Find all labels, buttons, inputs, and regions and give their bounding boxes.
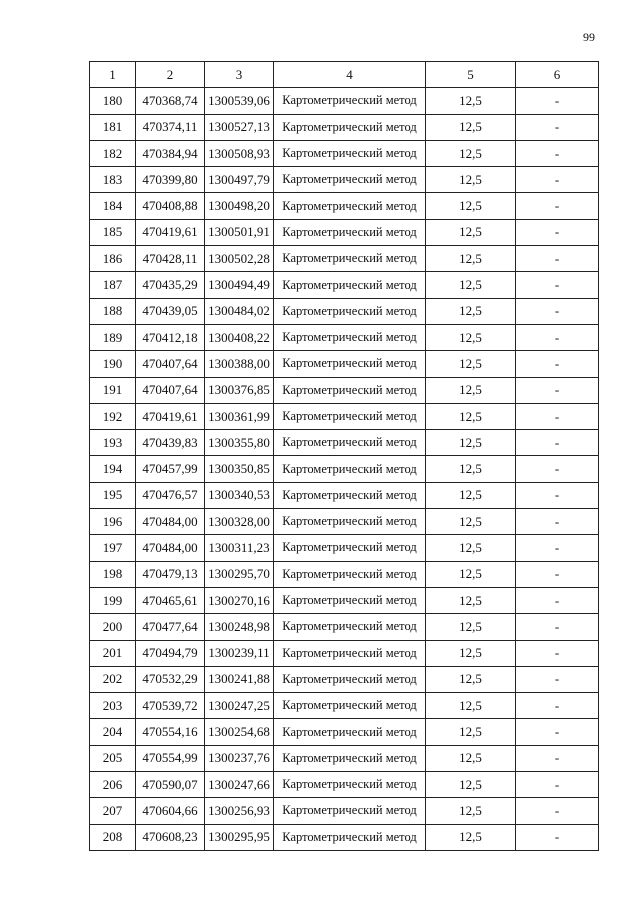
cell-note: - [516, 719, 599, 745]
cell-accuracy: 12,5 [426, 587, 516, 613]
table-row [90, 272, 599, 298]
cell-point-number: 193 [90, 430, 136, 456]
cell-method: Картометрический метод [274, 798, 426, 824]
cell-coordinate-y: 1300270,16 [205, 587, 274, 613]
cell-accuracy: 12,5 [426, 272, 516, 298]
cell-coordinate-y: 1300388,00 [205, 351, 274, 377]
cell-coordinate-x: 470374,11 [136, 114, 205, 140]
cell-point-number: 182 [90, 140, 136, 166]
cell-point-number: 192 [90, 403, 136, 429]
cell-point-number: 186 [90, 246, 136, 272]
table-row [90, 403, 599, 429]
cell-accuracy: 12,5 [426, 219, 516, 245]
cell-coordinate-y: 1300256,93 [205, 798, 274, 824]
cell-note: - [516, 88, 599, 114]
cell-note: - [516, 167, 599, 193]
cell-note: - [516, 772, 599, 798]
cell-method: Картометрический метод [274, 509, 426, 535]
table-row [90, 640, 599, 666]
cell-accuracy: 12,5 [426, 298, 516, 324]
cell-accuracy: 12,5 [426, 798, 516, 824]
cell-method: Картометрический метод [274, 587, 426, 613]
cell-coordinate-x: 470419,61 [136, 403, 205, 429]
cell-point-number: 206 [90, 772, 136, 798]
cell-note: - [516, 509, 599, 535]
table-row [90, 535, 599, 561]
cell-coordinate-x: 470590,07 [136, 772, 205, 798]
cell-coordinate-y: 1300241,88 [205, 666, 274, 692]
cell-accuracy: 12,5 [426, 640, 516, 666]
cell-accuracy: 12,5 [426, 614, 516, 640]
cell-coordinate-x: 470532,29 [136, 666, 205, 692]
column-header: 4 [274, 62, 426, 88]
table-row [90, 377, 599, 403]
cell-coordinate-x: 470399,80 [136, 167, 205, 193]
cell-note: - [516, 587, 599, 613]
cell-accuracy: 12,5 [426, 140, 516, 166]
cell-point-number: 205 [90, 745, 136, 771]
cell-method: Картометрический метод [274, 745, 426, 771]
cell-method: Картометрический метод [274, 272, 426, 298]
column-header: 1 [90, 62, 136, 88]
cell-note: - [516, 798, 599, 824]
cell-method: Картометрический метод [274, 824, 426, 850]
cell-coordinate-y: 1300311,23 [205, 535, 274, 561]
table-row [90, 798, 599, 824]
cell-coordinate-x: 470407,64 [136, 351, 205, 377]
cell-method: Картометрический метод [274, 377, 426, 403]
cell-coordinate-x: 470554,16 [136, 719, 205, 745]
table-row [90, 193, 599, 219]
page-number: 99 [583, 30, 595, 44]
cell-coordinate-x: 470428,11 [136, 246, 205, 272]
table-row [90, 693, 599, 719]
cell-accuracy: 12,5 [426, 167, 516, 193]
cell-method: Картометрический метод [274, 403, 426, 429]
cell-accuracy: 12,5 [426, 193, 516, 219]
table-row [90, 824, 599, 850]
cell-point-number: 199 [90, 587, 136, 613]
cell-coordinate-y: 1300295,95 [205, 824, 274, 850]
cell-point-number: 184 [90, 193, 136, 219]
table-row [90, 351, 599, 377]
cell-point-number: 208 [90, 824, 136, 850]
cell-method: Картометрический метод [274, 219, 426, 245]
table-row [90, 666, 599, 692]
cell-note: - [516, 693, 599, 719]
cell-point-number: 189 [90, 324, 136, 350]
cell-method: Картометрический метод [274, 246, 426, 272]
cell-method: Картометрический метод [274, 614, 426, 640]
cell-accuracy: 12,5 [426, 745, 516, 771]
table-row [90, 509, 599, 535]
table-row [90, 324, 599, 350]
cell-point-number: 202 [90, 666, 136, 692]
cell-coordinate-x: 470384,94 [136, 140, 205, 166]
cell-note: - [516, 246, 599, 272]
cell-coordinate-y: 1300340,53 [205, 482, 274, 508]
cell-method: Картометрический метод [274, 640, 426, 666]
cell-point-number: 195 [90, 482, 136, 508]
cell-accuracy: 12,5 [426, 824, 516, 850]
cell-note: - [516, 193, 599, 219]
cell-accuracy: 12,5 [426, 693, 516, 719]
coordinates-table [89, 61, 599, 851]
cell-method: Картометрический метод [274, 88, 426, 114]
cell-note: - [516, 272, 599, 298]
cell-coordinate-y: 1300239,11 [205, 640, 274, 666]
cell-note: - [516, 561, 599, 587]
cell-point-number: 191 [90, 377, 136, 403]
cell-note: - [516, 351, 599, 377]
cell-point-number: 196 [90, 509, 136, 535]
cell-accuracy: 12,5 [426, 430, 516, 456]
cell-note: - [516, 824, 599, 850]
cell-accuracy: 12,5 [426, 351, 516, 377]
cell-coordinate-y: 1300350,85 [205, 456, 274, 482]
cell-method: Картометрический метод [274, 298, 426, 324]
cell-point-number: 188 [90, 298, 136, 324]
cell-method: Картометрический метод [274, 693, 426, 719]
cell-coordinate-y: 1300295,70 [205, 561, 274, 587]
cell-method: Картометрический метод [274, 456, 426, 482]
cell-point-number: 194 [90, 456, 136, 482]
cell-note: - [516, 666, 599, 692]
cell-note: - [516, 614, 599, 640]
cell-note: - [516, 403, 599, 429]
cell-method: Картометрический метод [274, 719, 426, 745]
table-row [90, 561, 599, 587]
cell-coordinate-y: 1300248,98 [205, 614, 274, 640]
table-row [90, 219, 599, 245]
cell-coordinate-x: 470554,99 [136, 745, 205, 771]
cell-method: Картометрический метод [274, 482, 426, 508]
cell-point-number: 187 [90, 272, 136, 298]
table-row [90, 614, 599, 640]
cell-note: - [516, 456, 599, 482]
cell-point-number: 204 [90, 719, 136, 745]
table-row [90, 745, 599, 771]
cell-accuracy: 12,5 [426, 772, 516, 798]
cell-coordinate-x: 470457,99 [136, 456, 205, 482]
table-row [90, 482, 599, 508]
cell-coordinate-x: 470604,66 [136, 798, 205, 824]
cell-coordinate-x: 470608,23 [136, 824, 205, 850]
cell-point-number: 183 [90, 167, 136, 193]
cell-coordinate-x: 470484,00 [136, 509, 205, 535]
cell-note: - [516, 377, 599, 403]
cell-method: Картометрический метод [274, 114, 426, 140]
cell-note: - [516, 745, 599, 771]
cell-accuracy: 12,5 [426, 324, 516, 350]
cell-coordinate-x: 470412,18 [136, 324, 205, 350]
cell-method: Картометрический метод [274, 535, 426, 561]
table-row [90, 140, 599, 166]
cell-accuracy: 12,5 [426, 666, 516, 692]
cell-point-number: 185 [90, 219, 136, 245]
cell-coordinate-x: 470484,00 [136, 535, 205, 561]
cell-method: Картометрический метод [274, 430, 426, 456]
cell-coordinate-y: 1300539,06 [205, 88, 274, 114]
cell-coordinate-y: 1300237,76 [205, 745, 274, 771]
cell-point-number: 201 [90, 640, 136, 666]
table-row [90, 114, 599, 140]
table-row [90, 719, 599, 745]
cell-point-number: 181 [90, 114, 136, 140]
cell-method: Картометрический метод [274, 666, 426, 692]
cell-coordinate-y: 1300494,49 [205, 272, 274, 298]
cell-point-number: 207 [90, 798, 136, 824]
cell-note: - [516, 535, 599, 561]
cell-method: Картометрический метод [274, 351, 426, 377]
cell-point-number: 180 [90, 88, 136, 114]
cell-accuracy: 12,5 [426, 456, 516, 482]
cell-point-number: 190 [90, 351, 136, 377]
cell-accuracy: 12,5 [426, 88, 516, 114]
cell-note: - [516, 219, 599, 245]
cell-coordinate-x: 470465,61 [136, 587, 205, 613]
cell-note: - [516, 140, 599, 166]
cell-coordinate-y: 1300328,00 [205, 509, 274, 535]
cell-coordinate-y: 1300501,91 [205, 219, 274, 245]
cell-coordinate-y: 1300502,28 [205, 246, 274, 272]
cell-accuracy: 12,5 [426, 509, 516, 535]
table-body [90, 88, 599, 851]
cell-coordinate-y: 1300355,80 [205, 430, 274, 456]
cell-coordinate-x: 470419,61 [136, 219, 205, 245]
cell-accuracy: 12,5 [426, 482, 516, 508]
cell-accuracy: 12,5 [426, 246, 516, 272]
cell-accuracy: 12,5 [426, 403, 516, 429]
cell-coordinate-y: 1300508,93 [205, 140, 274, 166]
cell-accuracy: 12,5 [426, 114, 516, 140]
table-row [90, 298, 599, 324]
table-header-row [90, 62, 599, 88]
cell-coordinate-x: 470439,05 [136, 298, 205, 324]
column-header: 6 [516, 62, 599, 88]
cell-note: - [516, 324, 599, 350]
cell-coordinate-y: 1300408,22 [205, 324, 274, 350]
cell-coordinate-x: 470435,29 [136, 272, 205, 298]
cell-point-number: 197 [90, 535, 136, 561]
cell-coordinate-x: 470539,72 [136, 693, 205, 719]
cell-coordinate-y: 1300484,02 [205, 298, 274, 324]
cell-point-number: 203 [90, 693, 136, 719]
cell-coordinate-x: 470494,79 [136, 640, 205, 666]
cell-point-number: 200 [90, 614, 136, 640]
cell-coordinate-y: 1300376,85 [205, 377, 274, 403]
cell-coordinate-x: 470476,57 [136, 482, 205, 508]
cell-note: - [516, 482, 599, 508]
cell-coordinate-x: 470408,88 [136, 193, 205, 219]
cell-coordinate-y: 1300247,66 [205, 772, 274, 798]
cell-coordinate-y: 1300497,79 [205, 167, 274, 193]
table-row [90, 456, 599, 482]
table-row [90, 88, 599, 114]
cell-note: - [516, 298, 599, 324]
cell-coordinate-y: 1300247,25 [205, 693, 274, 719]
cell-coordinate-x: 470479,13 [136, 561, 205, 587]
cell-coordinate-x: 470477,64 [136, 614, 205, 640]
cell-coordinate-y: 1300498,20 [205, 193, 274, 219]
cell-coordinate-y: 1300361,99 [205, 403, 274, 429]
table-row [90, 167, 599, 193]
cell-method: Картометрический метод [274, 167, 426, 193]
cell-coordinate-x: 470368,74 [136, 88, 205, 114]
cell-coordinate-y: 1300527,13 [205, 114, 274, 140]
cell-note: - [516, 640, 599, 666]
cell-note: - [516, 114, 599, 140]
table-row [90, 587, 599, 613]
cell-coordinate-x: 470407,64 [136, 377, 205, 403]
column-header: 2 [136, 62, 205, 88]
table-row [90, 246, 599, 272]
cell-method: Картометрический метод [274, 140, 426, 166]
cell-coordinate-x: 470439,83 [136, 430, 205, 456]
table-row [90, 772, 599, 798]
cell-method: Картометрический метод [274, 193, 426, 219]
cell-accuracy: 12,5 [426, 561, 516, 587]
cell-accuracy: 12,5 [426, 719, 516, 745]
cell-note: - [516, 430, 599, 456]
column-header: 3 [205, 62, 274, 88]
cell-coordinate-y: 1300254,68 [205, 719, 274, 745]
cell-method: Картометрический метод [274, 324, 426, 350]
cell-method: Картометрический метод [274, 772, 426, 798]
table-row [90, 430, 599, 456]
column-header: 5 [426, 62, 516, 88]
cell-method: Картометрический метод [274, 561, 426, 587]
cell-accuracy: 12,5 [426, 377, 516, 403]
cell-point-number: 198 [90, 561, 136, 587]
cell-accuracy: 12,5 [426, 535, 516, 561]
